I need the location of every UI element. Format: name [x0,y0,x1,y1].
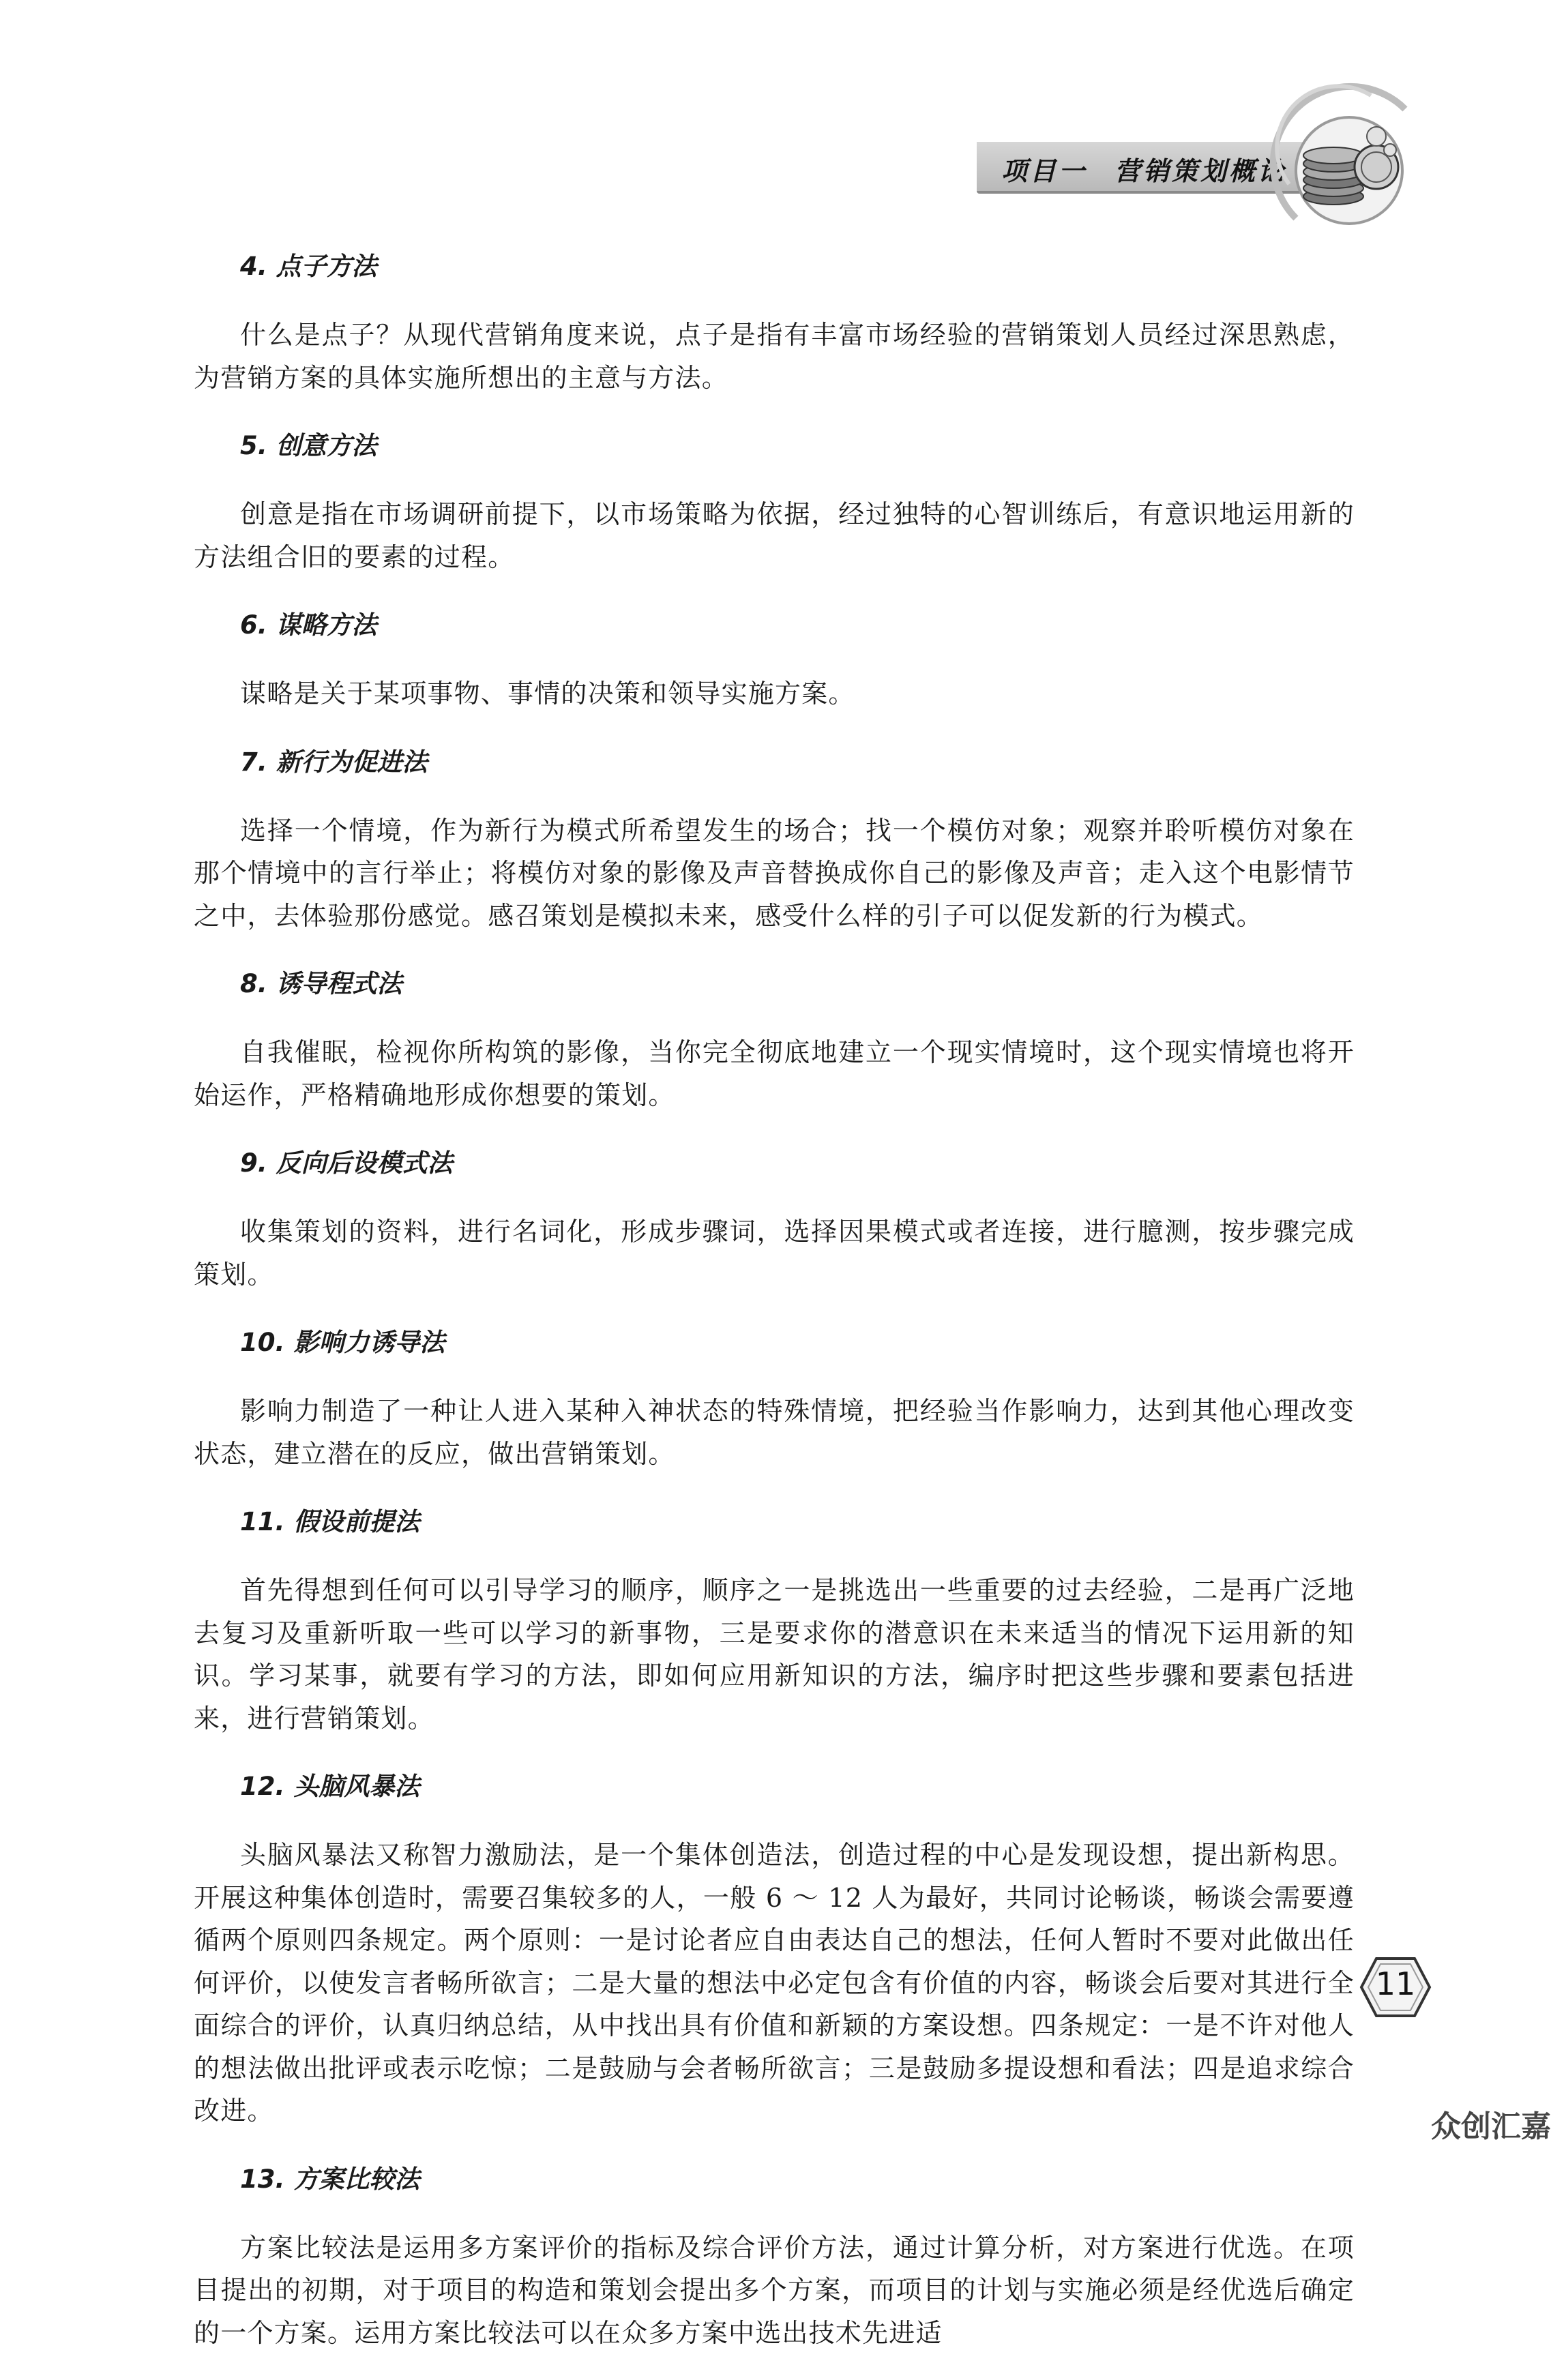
section-paragraph: 什么是点子？从现代营销角度来说，点子是指有丰富市场经验的营销策划人员经过深思熟虑，为营销方案的具体实施所想出的主意与方法。 [194,320,1355,393]
watermark: 众创汇嘉 [1431,2109,1551,2144]
section-paragraph: 自我催眠，检视你所构筑的影像，当你完全彻底地建立一个现实情境时，这个现实情境也将开始运作，严格精确地形成你想要的策划。 [194,1037,1355,1110]
section-paragraph: 选择一个情境，作为新行为模式所希望发生的场合；找一个模仿对象；观察并聆听模仿对象在那个情境中的言行举止；将模仿对象的影像及声音替换成你自己的影像及声音；走入这个电影情节之中，去体验那份感觉。感召策划是模拟未来，感受什么样的引子可以促发新的行为模式。 [194,815,1355,931]
section-heading: 9. 反向后设模式法 [240,1148,453,1178]
section-paragraph: 首先得想到任何可以引导学习的顺序，顺序之一是挑选出一些重要的过去经验，二是再广泛地去复习及重新听取一些可以学习的新事物，三是要求你的潜意识在未来适当的情况下运用新的知识。学习某事，就要有学习的方法，即如何应用新知识的方法，编序时把这些步骤和要素包括进来，进行营销策划。 [194,1575,1355,1734]
section-11 [194,1501,1355,1740]
section-heading: 7. 新行为促进法 [240,747,428,777]
section-heading: 10. 影响力诱导法 [240,1328,445,1357]
section-5 [194,425,1355,578]
header-text [1001,150,1286,188]
section-heading: 5. 创意方法 [240,431,377,460]
section-8 [194,963,1355,1116]
page-number [1359,1956,1432,2019]
section-heading: 13. 方案比较法 [240,2164,420,2194]
section-paragraph: 影响力制造了一种让人进入某种入神状态的特殊情境，把经验当作影响力，达到其他心理改变状态，建立潜在的反应，做出营销策划。 [194,1396,1355,1469]
section-10 [194,1322,1355,1475]
section-7 [194,741,1355,938]
section-heading: 12. 头脑风暴法 [240,1772,420,1801]
section-12 [194,1766,1355,2132]
header-project: 项目一 [1001,156,1088,186]
section-13 [194,2158,1355,2355]
section-paragraph: 收集策划的资料，进行名词化，形成步骤词，选择因果模式或者连接，进行臆测，按步骤完成策划。 [194,1217,1355,1290]
section-9 [194,1142,1355,1296]
section-paragraph: 头脑风暴法又称智力激励法，是一个集体创造法，创造过程的中心是发现设想，提出新构思。开展这种集体创造时，需要召集较多的人，一般 6 ～ 12 人为最好，共同讨论畅谈，畅谈会需要遵循两个原则四条规定。两个原则：一是讨论者应自由表达自己的想法，任何人暂时不要对此做出任何评价，以使发言者畅所欲言；二是大量的想法中必定包含有价值的内容，畅谈会后要对其进行全面综合的评价，认真归纳总结，从中找出具有价值和新颖的方案设想。四条规定：一是不许对他人的想法做出批评或表示吃惊；二是鼓励与会者畅所欲言；三是鼓励多提设想和看法；四是追求综合改进。 [194,1840,1355,2126]
section-paragraph: 谋略是关于某项事物、事情的决策和领导实施方案。 [240,679,855,709]
section-6 [194,604,1355,715]
section-4 [194,246,1355,399]
section-paragraph: 方案比较法是运用多方案评价的指标及综合评价方法，通过计算分析，对方案进行优选。在项目提出的初期，对于项目的构造和策划会提出多个方案，而项目的计划与实施必须是经优选后确定的一个方案。运用方案比较法可以在众多方案中选出技术先进适 [194,2232,1355,2348]
section-paragraph: 创意是指在市场调研前提下，以市场策略为依据，经过独特的心智训练后，有意识地运用新的方法组合旧的要素的过程。 [194,499,1355,572]
header-title: 营销策划概论 [1114,156,1287,186]
section-heading: 8. 诱导程式法 [240,969,402,998]
coin-stack-icon [1269,82,1426,246]
page-number-text: 11 [1375,1965,1416,2002]
page-content [194,246,1355,2380]
section-heading: 6. 谋略方法 [240,610,377,640]
section-heading: 4. 点子方法 [240,252,377,281]
section-heading: 11. 假设前提法 [240,1507,420,1536]
